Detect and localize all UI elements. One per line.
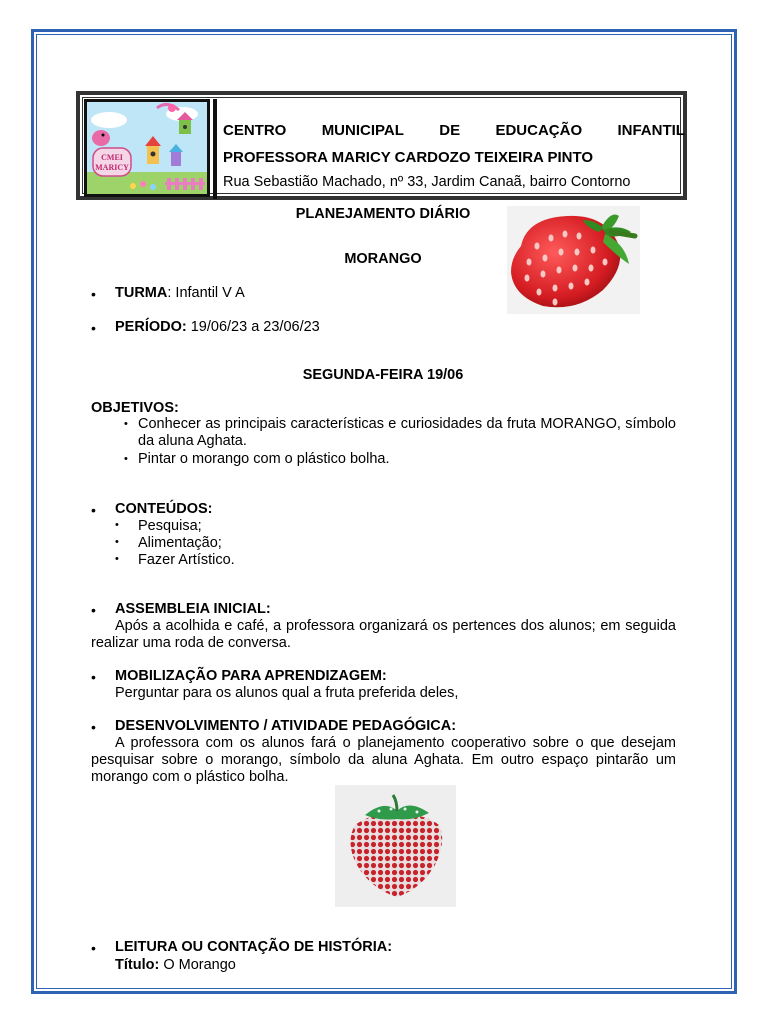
- desenvolvimento-text: A professora com os alunos fará o planejamento cooperativo sobre o que desejam pesquisar sobre o morango, símbolo da aluna Aghata. Em outro espaço pintarão um morango com o plástico bolha.: [91, 735, 676, 785]
- school-header: [76, 91, 687, 200]
- header-line-1: [223, 122, 685, 139]
- bullet-icon: •: [91, 719, 96, 735]
- leitura-title-value: O Morango: [159, 957, 236, 973]
- objetivos-heading: OBJETIVOS:: [91, 400, 179, 416]
- header-word: MUNICIPAL: [321, 122, 404, 139]
- conteudo-item: Fazer Artístico.: [138, 552, 235, 568]
- header-word: EDUCAÇÃO: [495, 122, 583, 139]
- objetivo-item-1: [138, 416, 676, 450]
- logo-text-line2: MARICY: [95, 163, 129, 172]
- strawberry-bubble-wrap-art: [335, 785, 456, 907]
- logo-separator: [213, 99, 217, 199]
- bullet-icon: •: [91, 669, 96, 685]
- objetivo-item-2: Pintar o morango com o plástico bolha.: [138, 451, 390, 467]
- strawberry-photo: [507, 206, 640, 314]
- conteudo-item: Alimentação;: [138, 535, 222, 551]
- assembleia-text: Após a acolhida e café, a professora organizará os pertences dos alunos; em seguida realizar uma roda de conversa.: [91, 618, 676, 651]
- document-title: PLANEJAMENTO DIÁRIO: [295, 206, 471, 222]
- mobilizacao-text: Perguntar para os alunos qual a fruta preferida deles,: [115, 685, 459, 701]
- bullet-icon: •: [115, 536, 119, 548]
- bullet-icon: •: [91, 502, 96, 518]
- header-word: DE: [439, 122, 461, 139]
- bullet-icon: •: [124, 453, 128, 465]
- logo-text-line1: CMEI: [101, 153, 123, 162]
- school-address: Rua Sebastião Machado, nº 33, Jardim Canaã, bairro Contorno: [223, 174, 631, 190]
- header-word: INFANTIL: [617, 122, 685, 139]
- conteudos-heading: CONTEÚDOS:: [115, 501, 213, 517]
- bullet-icon: •: [91, 286, 96, 302]
- school-logo: [84, 99, 210, 197]
- assembleia-heading: ASSEMBLEIA INICIAL:: [115, 601, 271, 617]
- desenvolvimento-heading: DESENVOLVIMENTO / ATIVIDADE PEDAGÓGICA:: [115, 718, 457, 734]
- turma-label: TURMA: [115, 285, 168, 301]
- header-word: CENTRO: [223, 122, 287, 139]
- objetivo-text: Conhecer as principais características e curiosidades da fruta MORANGO, símbolo da aluna Aghata.: [138, 416, 676, 449]
- leitura-title-label: Título:: [115, 957, 160, 973]
- periodo-label: PERÍODO:: [115, 319, 187, 335]
- bullet-icon: •: [124, 418, 128, 430]
- turma-value: : Infantil V A: [167, 285, 245, 301]
- leitura-title-line: [115, 957, 236, 973]
- day-heading: SEGUNDA-FEIRA 19/06: [302, 367, 464, 383]
- mobilizacao-heading: MOBILIZAÇÃO PARA APRENDIZAGEM:: [115, 668, 387, 684]
- turma-line: [115, 285, 245, 301]
- conteudo-item: Pesquisa;: [138, 518, 202, 534]
- leitura-heading: LEITURA OU CONTAÇÃO DE HISTÓRIA:: [115, 939, 393, 955]
- bullet-icon: •: [91, 940, 96, 956]
- theme-title: MORANGO: [344, 251, 422, 267]
- school-name: PROFESSORA MARICY CARDOZO TEIXEIRA PINTO: [223, 149, 594, 166]
- periodo-line: [115, 319, 320, 335]
- bullet-icon: •: [115, 519, 119, 531]
- bullet-icon: •: [115, 553, 119, 565]
- bullet-icon: •: [91, 320, 96, 336]
- bullet-icon: •: [91, 602, 96, 618]
- periodo-value: 19/06/23 a 23/06/23: [186, 319, 320, 335]
